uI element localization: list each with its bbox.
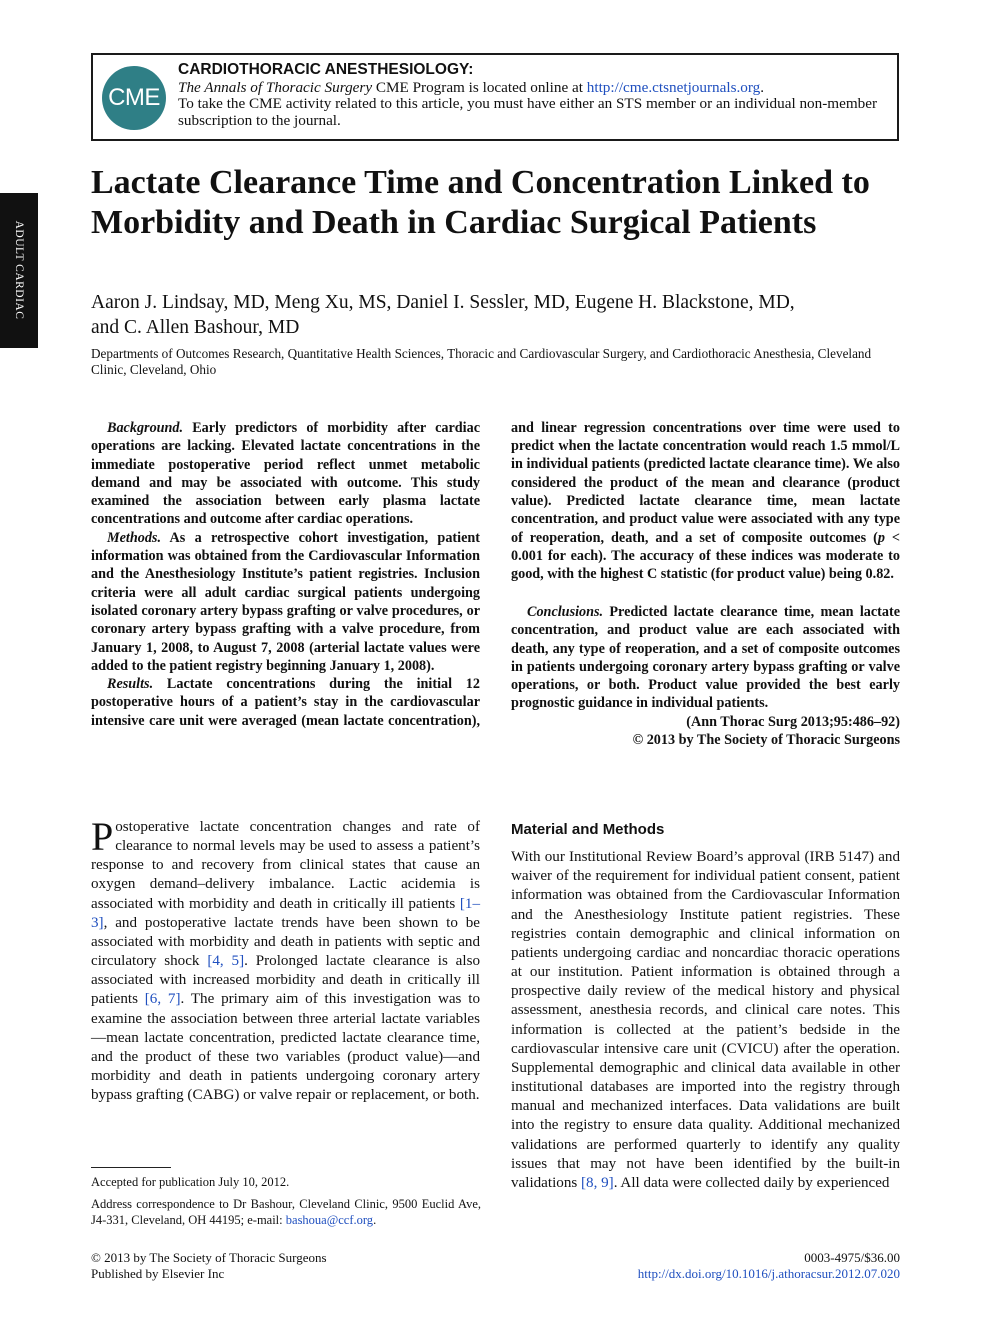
methods-text: As a retrospective cohort investigation, patient information was obtained from the Cardiovascular Information and the Anesthesiology Institute’s patient registries. Inclusion criteria were all adult cardiac surgical patients undergoing isolated coronary artery bypass grafting or valve procedures, or coronary artery bypass grafting with a valve procedure, from January 1, 2008, to August 7, 2008 (arterial lactate values were added to the patient registry beginning January 1, 2008). xyxy=(91,529,480,674)
cme-url-link[interactable]: http://cme.ctsnetjournals.org xyxy=(586,78,761,96)
abstract-left-column xyxy=(91,419,480,730)
reference-link[interactable]: [4, 5] xyxy=(207,953,245,970)
methods-body-text: With our Institutional Review Board’s approval (IRB 5147) and waiver of the requirement for individual patient consent, patient information was obtained from the Cardiovascular Information and the Anesthesiology Institute patient registries. These registries contain demographic and clinical information on patients undergoing cardiac and noncardiac thoracic operations at our institution. Patient information is obtained through a prospective daily review of the medical history and physical assessment, anesthesia records, and clinical care notes. This information is collected at the patient’s bedside in the cardiovascular intensive care unit (CVICU) after the operation. Supplemental demographic and clinical data available in other institutional databases are imported into the registry through manual and mechanized interfaces. Data validations are built into the registry to ensure data quality. Additional mechanized validations are performed quarterly to identify any quality issues that may not have been identified by the built-in validations xyxy=(511,849,900,1191)
intro-text-3: . Prolonged lactate clearance is also associated with increased morbidity and death in critically ill patients xyxy=(91,953,480,1008)
intro-text-2: , and postoperative lactate trends have been shown to be associated with morbidity and death in patients with septic and circulatory shock xyxy=(91,914,480,970)
drop-cap: P xyxy=(91,814,114,859)
conclusions-text: Predicted lactate clearance time, mean lactate concentration, and product value are each associated with death, any type of reoperation, and a set of composite outcomes in patients undergoing coronary artery bypass grafting or valve operations, or both. Product value provided the best early prognostic guidance in individual patients. xyxy=(511,604,900,712)
results-text: Lactate concentrations during the initial 12 postoperative hours of a patient’s stay in the cardiovascular intensive care unit were averaged (mean lactate concentration), xyxy=(91,676,480,729)
journal-name: The Annals of Thoracic Surgery xyxy=(178,78,373,96)
intro-text-4: . The primary aim of this investigation was to examine the association between three arterial lactate variables—mean lactate concentration, predicted lactate clearance time, and the product of these two variables (product value)—and morbidity and death in patients undergoing coronary artery bypass grafting (CABG) or valve repair or replacement, or both. xyxy=(91,991,480,1104)
cme-logo-icon: CME xyxy=(102,66,166,130)
accepted-note: Accepted for publication July 10, 2012. xyxy=(91,1175,290,1189)
correspondence-note xyxy=(91,1196,481,1228)
footnote-rule xyxy=(91,1167,171,1168)
results-label: Results. xyxy=(107,676,154,693)
abstract-results xyxy=(91,675,480,730)
results-text-end-cont: < 0.001 for each). The accuracy of these indices was moderate to good, with the highest C statistic (for product value) being 0.82. xyxy=(511,529,900,583)
cme-line xyxy=(178,80,893,97)
footer-left xyxy=(91,1250,327,1282)
results-text-cont: and linear regression concentrations over time were used to predict when the lactate concentration would reach 1.5 mmol/L in individual patients (predicted lactate clearance time). We also considered the product of the mean and clearance (product value). Predicted lactate clearance time, mean lactate concentration, and product value were associated with any type of reoperation, death, and a set of composite outcomes ( xyxy=(511,419,900,546)
cme-notice xyxy=(178,62,893,129)
reference-link[interactable]: [8, 9] xyxy=(581,1174,614,1191)
body-left-column xyxy=(91,814,480,1105)
correspondence-text: Address correspondence to Dr Bashour, Cleveland Clinic, 9500 Euclid Ave, J4-331, Cleveland, OH 44195; e-mail: xyxy=(91,1197,481,1227)
results-p-symbol-cont: p xyxy=(877,529,885,546)
background-text: Early predictors of morbidity after cardiac operations are lacking. Elevated lactate concentrations in the immediate postoperative period reflect unmet metabolic demand and may be associated with outcome. This study examined the association between early plasma lactate concentrations and outcome after cardiac operations. xyxy=(91,420,480,528)
methods-body-text-end: . All data were collected daily by experienced xyxy=(613,1174,890,1191)
cme-instructions: To take the CME activity related to this article, you must have either an STS member or an individual non-member subscription to the journal. xyxy=(178,95,878,129)
cme-line-end: . xyxy=(760,78,765,96)
abstract-right-column xyxy=(511,603,900,749)
background-label: Background. xyxy=(107,420,184,436)
abstract-background xyxy=(91,419,480,529)
doi-link[interactable]: http://dx.doi.org/10.1016/j.athoracsur.2012.07.020 xyxy=(637,1266,900,1281)
intro-paragraph xyxy=(91,814,480,1105)
footer-publisher: Published by Elsevier Inc xyxy=(91,1266,225,1281)
abstract-methods xyxy=(91,529,480,675)
affiliation: Departments of Outcomes Research, Quantitative Health Sciences, Thoracic and Cardiovascular Surgery, and Cardiothoracic Anesthesia, Cleveland Clinic, Cleveland, Ohio xyxy=(91,346,872,377)
side-tab-label: ADULT CARDIAC xyxy=(13,220,25,320)
section-heading: Material and Methods xyxy=(511,821,665,838)
article-title: Lactate Clearance Time and Concentration Linked to Morbidity and Death in Cardiac Surgical Patients xyxy=(91,164,870,241)
authors-line-2: and C. Allen Bashour, MD xyxy=(91,317,300,338)
correspondence-end: . xyxy=(373,1213,377,1227)
reference-link[interactable]: [1–3] xyxy=(91,895,480,931)
methods-paragraph xyxy=(511,848,900,1193)
abstract-conclusions xyxy=(511,603,900,713)
cme-heading: CARDIOTHORACIC ANESTHESIOLOGY: xyxy=(178,61,474,78)
methods-label: Methods. xyxy=(107,529,161,546)
footer-copyright: © 2013 by The Society of Thoracic Surgeons xyxy=(91,1250,327,1265)
footer-right xyxy=(638,1250,900,1282)
reference-link[interactable]: [6, 7] xyxy=(144,991,181,1008)
abstract-right-column-results xyxy=(511,419,900,604)
section-side-tab xyxy=(0,193,38,348)
cme-line-text: CME Program is located online at xyxy=(372,78,587,96)
body-right-column xyxy=(511,818,900,1193)
author-list xyxy=(91,290,911,340)
email-link[interactable]: bashoua@ccf.org xyxy=(285,1213,374,1227)
copyright: © 2013 by The Society of Thoracic Surgeons xyxy=(632,732,900,749)
citation: (Ann Thorac Surg 2013;95:486–92) xyxy=(686,713,900,730)
authors-line-1: Aaron J. Lindsay, MD, Meng Xu, MS, Daniel I. Sessler, MD, Eugene H. Blackstone, MD, xyxy=(91,292,795,313)
intro-text-1: ostoperative lactate concentration changes and rate of clearance to normal levels may be used to assess a patient’s response to and recovery from clinical states that cause an oxygen demand–delivery imbalance. Lactic acidemia is associated with morbidity and death in critically ill patients xyxy=(91,819,480,912)
conclusions-label: Conclusions. xyxy=(527,604,604,620)
abstract-results-continued xyxy=(511,419,900,584)
footer-issn: 0003-4975/$36.00 xyxy=(804,1250,900,1265)
